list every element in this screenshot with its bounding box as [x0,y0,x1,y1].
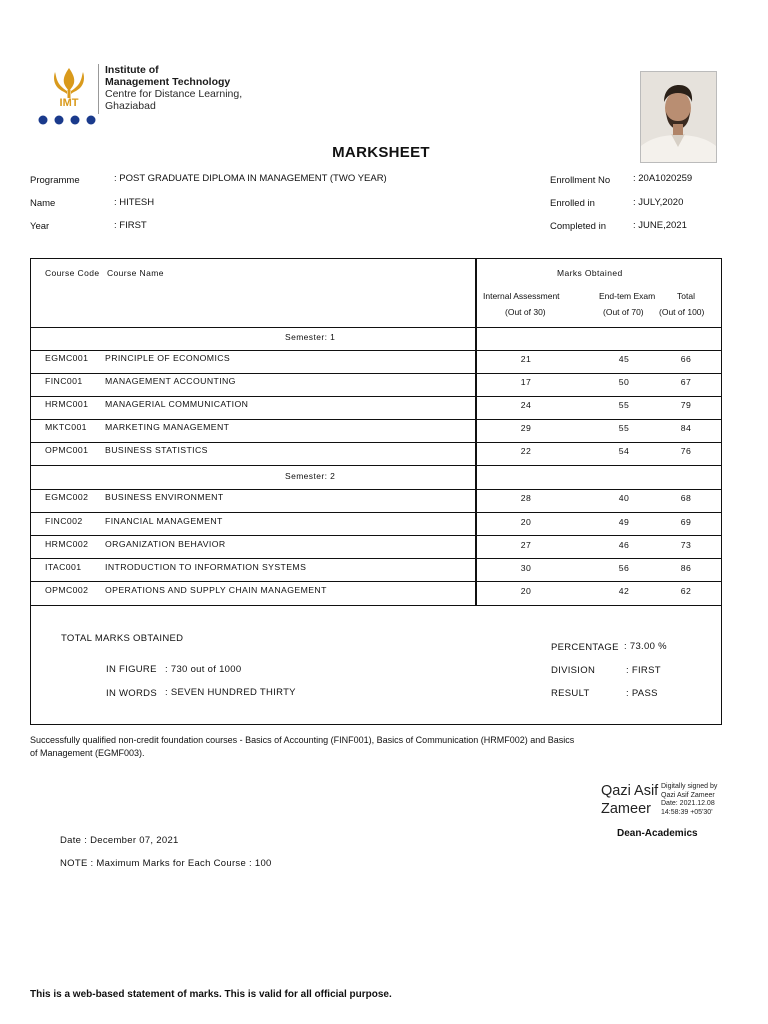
signature-meta-line4: 14:58:39 +05'30' [661,808,713,816]
name-label: Name [30,198,56,209]
semester-1-label: Semester: 1 [285,332,336,342]
table-rule [31,396,721,397]
programme-value: : POST GRADUATE DIPLOMA IN MANAGEMENT (TWO YEAR) [114,173,387,184]
enrolled-value: : JULY,2020 [633,197,684,208]
signature-name [601,782,658,818]
signature-name-line2: Zameer [601,801,651,817]
table-column-divider [475,259,477,605]
internal-mark: 17 [520,377,532,387]
in-words-label: IN WORDS [106,688,157,699]
foundation-note-line1: Successfully qualified non-credit foundation courses - Basics of Accounting (FINF001), Basics of Communication (HRMF002) and Basics [30,735,575,745]
table-rule [31,558,721,559]
internal-mark: 20 [520,586,532,596]
table-rule [31,442,721,443]
signatory-title: Dean-Academics [617,828,698,839]
total-mark: 86 [680,563,692,573]
enrolled-label: Enrolled in [550,198,595,209]
internal-mark: 29 [520,423,532,433]
enrollment-label: Enrollment No [550,175,611,186]
course-name: BUSINESS STATISTICS [105,445,208,455]
in-figure-label: IN FIGURE [106,664,157,675]
totals-box [30,606,722,725]
completed-value: : JUNE,2021 [633,220,687,231]
signature-meta-line3: Date: 2021.12.08 [661,800,715,807]
result-value: : PASS [626,688,658,699]
course-code: FINC002 [45,516,83,526]
internal-mark: 21 [520,354,532,364]
course-name: MANAGEMENT ACCOUNTING [105,376,236,386]
endterm-mark: 40 [618,493,630,503]
course-name: BUSINESS ENVIRONMENT [105,492,224,502]
endterm-mark: 50 [618,377,630,387]
table-rule [31,489,721,490]
percentage-value: : 73.00 % [624,641,667,652]
total-mark: 67 [680,377,692,387]
signature-meta-line1: Digitally signed by [661,783,718,790]
max-marks-note: NOTE : Maximum Marks for Each Course : 100 [60,858,272,869]
course-code: EGMC001 [45,353,89,363]
endterm-mark: 46 [618,540,630,550]
logo-divider [98,64,99,114]
enrollment-value: : 20A1020259 [633,173,693,184]
endterm-mark: 49 [618,517,630,527]
course-code: HRMC002 [45,539,89,549]
course-name: INTRODUCTION TO INFORMATION SYSTEMS [105,562,307,572]
institute-line4: Ghaziabad [105,100,156,112]
total-mark: 66 [680,354,692,364]
programme-label: Programme [30,175,80,186]
course-name: FINANCIAL MANAGEMENT [105,516,223,526]
total-mark: 62 [680,586,692,596]
table-rule [31,350,721,351]
course-name: ORGANIZATION BEHAVIOR [105,539,226,549]
institute-line1: Institute of [105,64,159,76]
footer-statement: This is a web-based statement of marks. This is valid for all official purpose. [30,989,392,1000]
endterm-mark: 55 [618,423,630,433]
percentage-label: PERCENTAGE [551,642,619,653]
year-value: : FIRST [114,220,147,231]
course-name: OPERATIONS AND SUPPLY CHAIN MANAGEMENT [105,585,327,595]
header-total-max: (Out of 100) [659,307,705,317]
total-mark: 69 [680,517,692,527]
endterm-mark: 42 [618,586,630,596]
semester-2-label: Semester: 2 [285,471,336,481]
signature-meta-line2: Qazi Asif Zameer [661,791,715,799]
internal-mark: 28 [520,493,532,503]
total-mark: 76 [680,446,692,456]
division-label: DIVISION [551,665,596,676]
endterm-mark: 45 [618,354,630,364]
in-figure-value: : 730 out of 1000 [165,664,242,675]
logo-abbr: IMT [59,97,79,109]
course-name: MANAGERIAL COMMUNICATION [105,399,249,409]
total-mark: 84 [680,423,692,433]
table-rule [31,373,721,374]
internal-mark: 30 [520,563,532,573]
marks-table [30,258,722,606]
year-label: Year [30,221,50,232]
endterm-mark: 56 [618,563,630,573]
table-rule [31,419,721,420]
result-label: RESULT [551,688,590,699]
foundation-note-line2: of Management (EGMF003). [30,748,145,758]
course-code: OPMC001 [45,445,89,455]
course-code: EGMC002 [45,492,89,502]
endterm-mark: 54 [618,446,630,456]
course-code: HRMC001 [45,399,89,409]
division-value: : FIRST [626,665,661,676]
course-code: ITAC001 [45,562,82,572]
table-rule [31,581,721,582]
foundation-note [30,734,574,760]
header-total: Total [677,291,695,301]
header-endterm: End-tem Exam [599,291,656,301]
endterm-mark: 55 [618,400,630,410]
table-rule [31,535,721,536]
imt-logo-icon [38,64,100,126]
signature-name-line1: Qazi Asif [601,783,659,799]
name-value: : HITESH [114,197,155,208]
internal-mark: 20 [520,517,532,527]
internal-mark: 24 [520,400,532,410]
course-code: OPMC002 [45,585,89,595]
header-marks-obtained: Marks Obtained [557,268,623,278]
signature-details [661,783,717,817]
internal-mark: 22 [520,446,532,456]
in-words-value: : SEVEN HUNDRED THIRTY [165,687,296,698]
header-internal-max: (Out of 30) [505,307,546,317]
header-course-code: Course Code [45,268,100,278]
course-name: MARKETING MANAGEMENT [105,422,230,432]
table-rule [31,465,721,466]
institute-line3: Centre for Distance Learning, [105,88,243,100]
internal-mark: 27 [520,540,532,550]
table-rule [31,327,721,328]
institute-line2: Management Technology [105,76,231,88]
total-marks-heading: TOTAL MARKS OBTAINED [61,633,184,644]
total-mark: 68 [680,493,692,503]
total-mark: 73 [680,540,692,550]
completed-label: Completed in [550,221,606,232]
header-endterm-max: (Out of 70) [603,307,644,317]
course-name: PRINCIPLE OF ECONOMICS [105,353,231,363]
header-course-name: Course Name [107,268,164,278]
institute-name [105,64,242,112]
header-internal: Internal Assessment [483,291,560,301]
table-rule [31,512,721,513]
document-title: MARKSHEET [332,144,430,161]
issue-date: Date : December 07, 2021 [60,835,179,846]
total-mark: 79 [680,400,692,410]
course-code: FINC001 [45,376,83,386]
course-code: MKTC001 [45,422,87,432]
